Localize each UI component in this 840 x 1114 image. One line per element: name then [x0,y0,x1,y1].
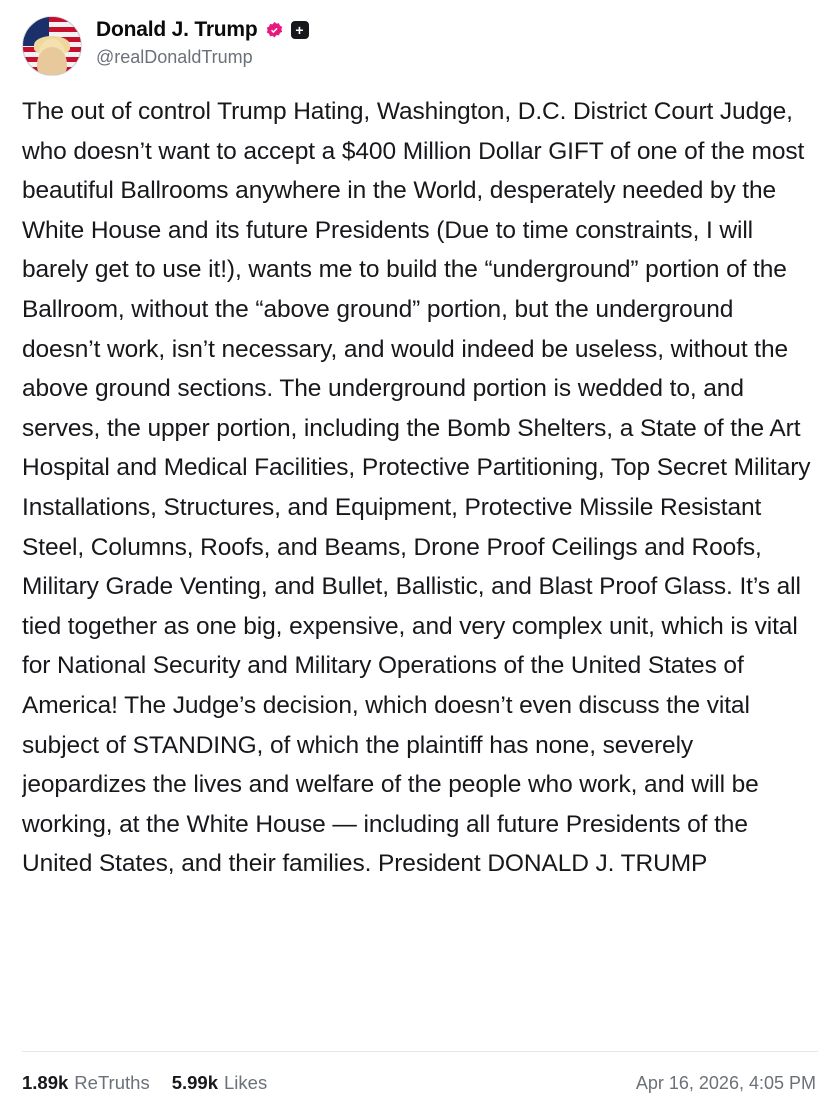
verified-badge-icon [265,21,284,40]
retruths-stat[interactable] [22,1072,150,1094]
avatar[interactable] [22,16,82,76]
avatar-head [37,47,67,76]
post-timestamp: Apr 16, 2026, 4:05 PM [635,1072,816,1093]
likes-label: Likes [224,1072,268,1093]
plus-badge-icon: + [291,21,309,39]
author-names [96,16,309,68]
post-footer [22,1051,818,1114]
retruths-count: 1.89k [22,1072,69,1093]
post-header [22,16,818,86]
name-row [96,18,309,42]
post-body-text: The out of control Trump Hating, Washington, D.C. District Court Judge, who doesn’t want to accept a $400 Million Dollar GIFT of one of the most beautiful Ballrooms anywhere in the World, desperately needed by the White House and its future Presidents (Due to time constraints, I will barely get to use it!), wants me to build the “underground” portion of the Ballroom, without the “above ground” portion, but the underground doesn’t work, isn’t necessary, and would indeed be useless, without the above ground sections. The underground portion is wedded to, and serves, the upper portion, including the Bomb Shelters, a State of the Art Hospital and Medical Facilities, Protective Partitioning, Top Secret Military Installations, Structures, and Equipment, Protective Missile Resistant Steel, Columns, Roofs, and Beams, Drone Proof Ceilings and Roofs, Military Grade Venting, and Bullet, Ballistic, and Blast Proof Glass. It’s all tied together as one big, expensive, and very complex unit, which is vital for National Security and Military Operations of the United States of America! The Judge’s decision, which doesn’t even discuss the vital subject of STANDING, of which the plaintiff has none, severely jeopardizes the lives and welfare of the people who work, and will be working, at the White House — including all future Presidents of the United States, and their families. President DONALD J. TRUMP [22,98,818,878]
post-stats [22,1072,267,1094]
author-handle[interactable]: @realDonaldTrump [96,47,253,67]
likes-stat[interactable] [172,1072,268,1094]
likes-count: 5.99k [171,1072,218,1093]
retruths-label: ReTruths [74,1072,150,1093]
author-display-name[interactable]: Donald J. Trump [96,18,258,41]
